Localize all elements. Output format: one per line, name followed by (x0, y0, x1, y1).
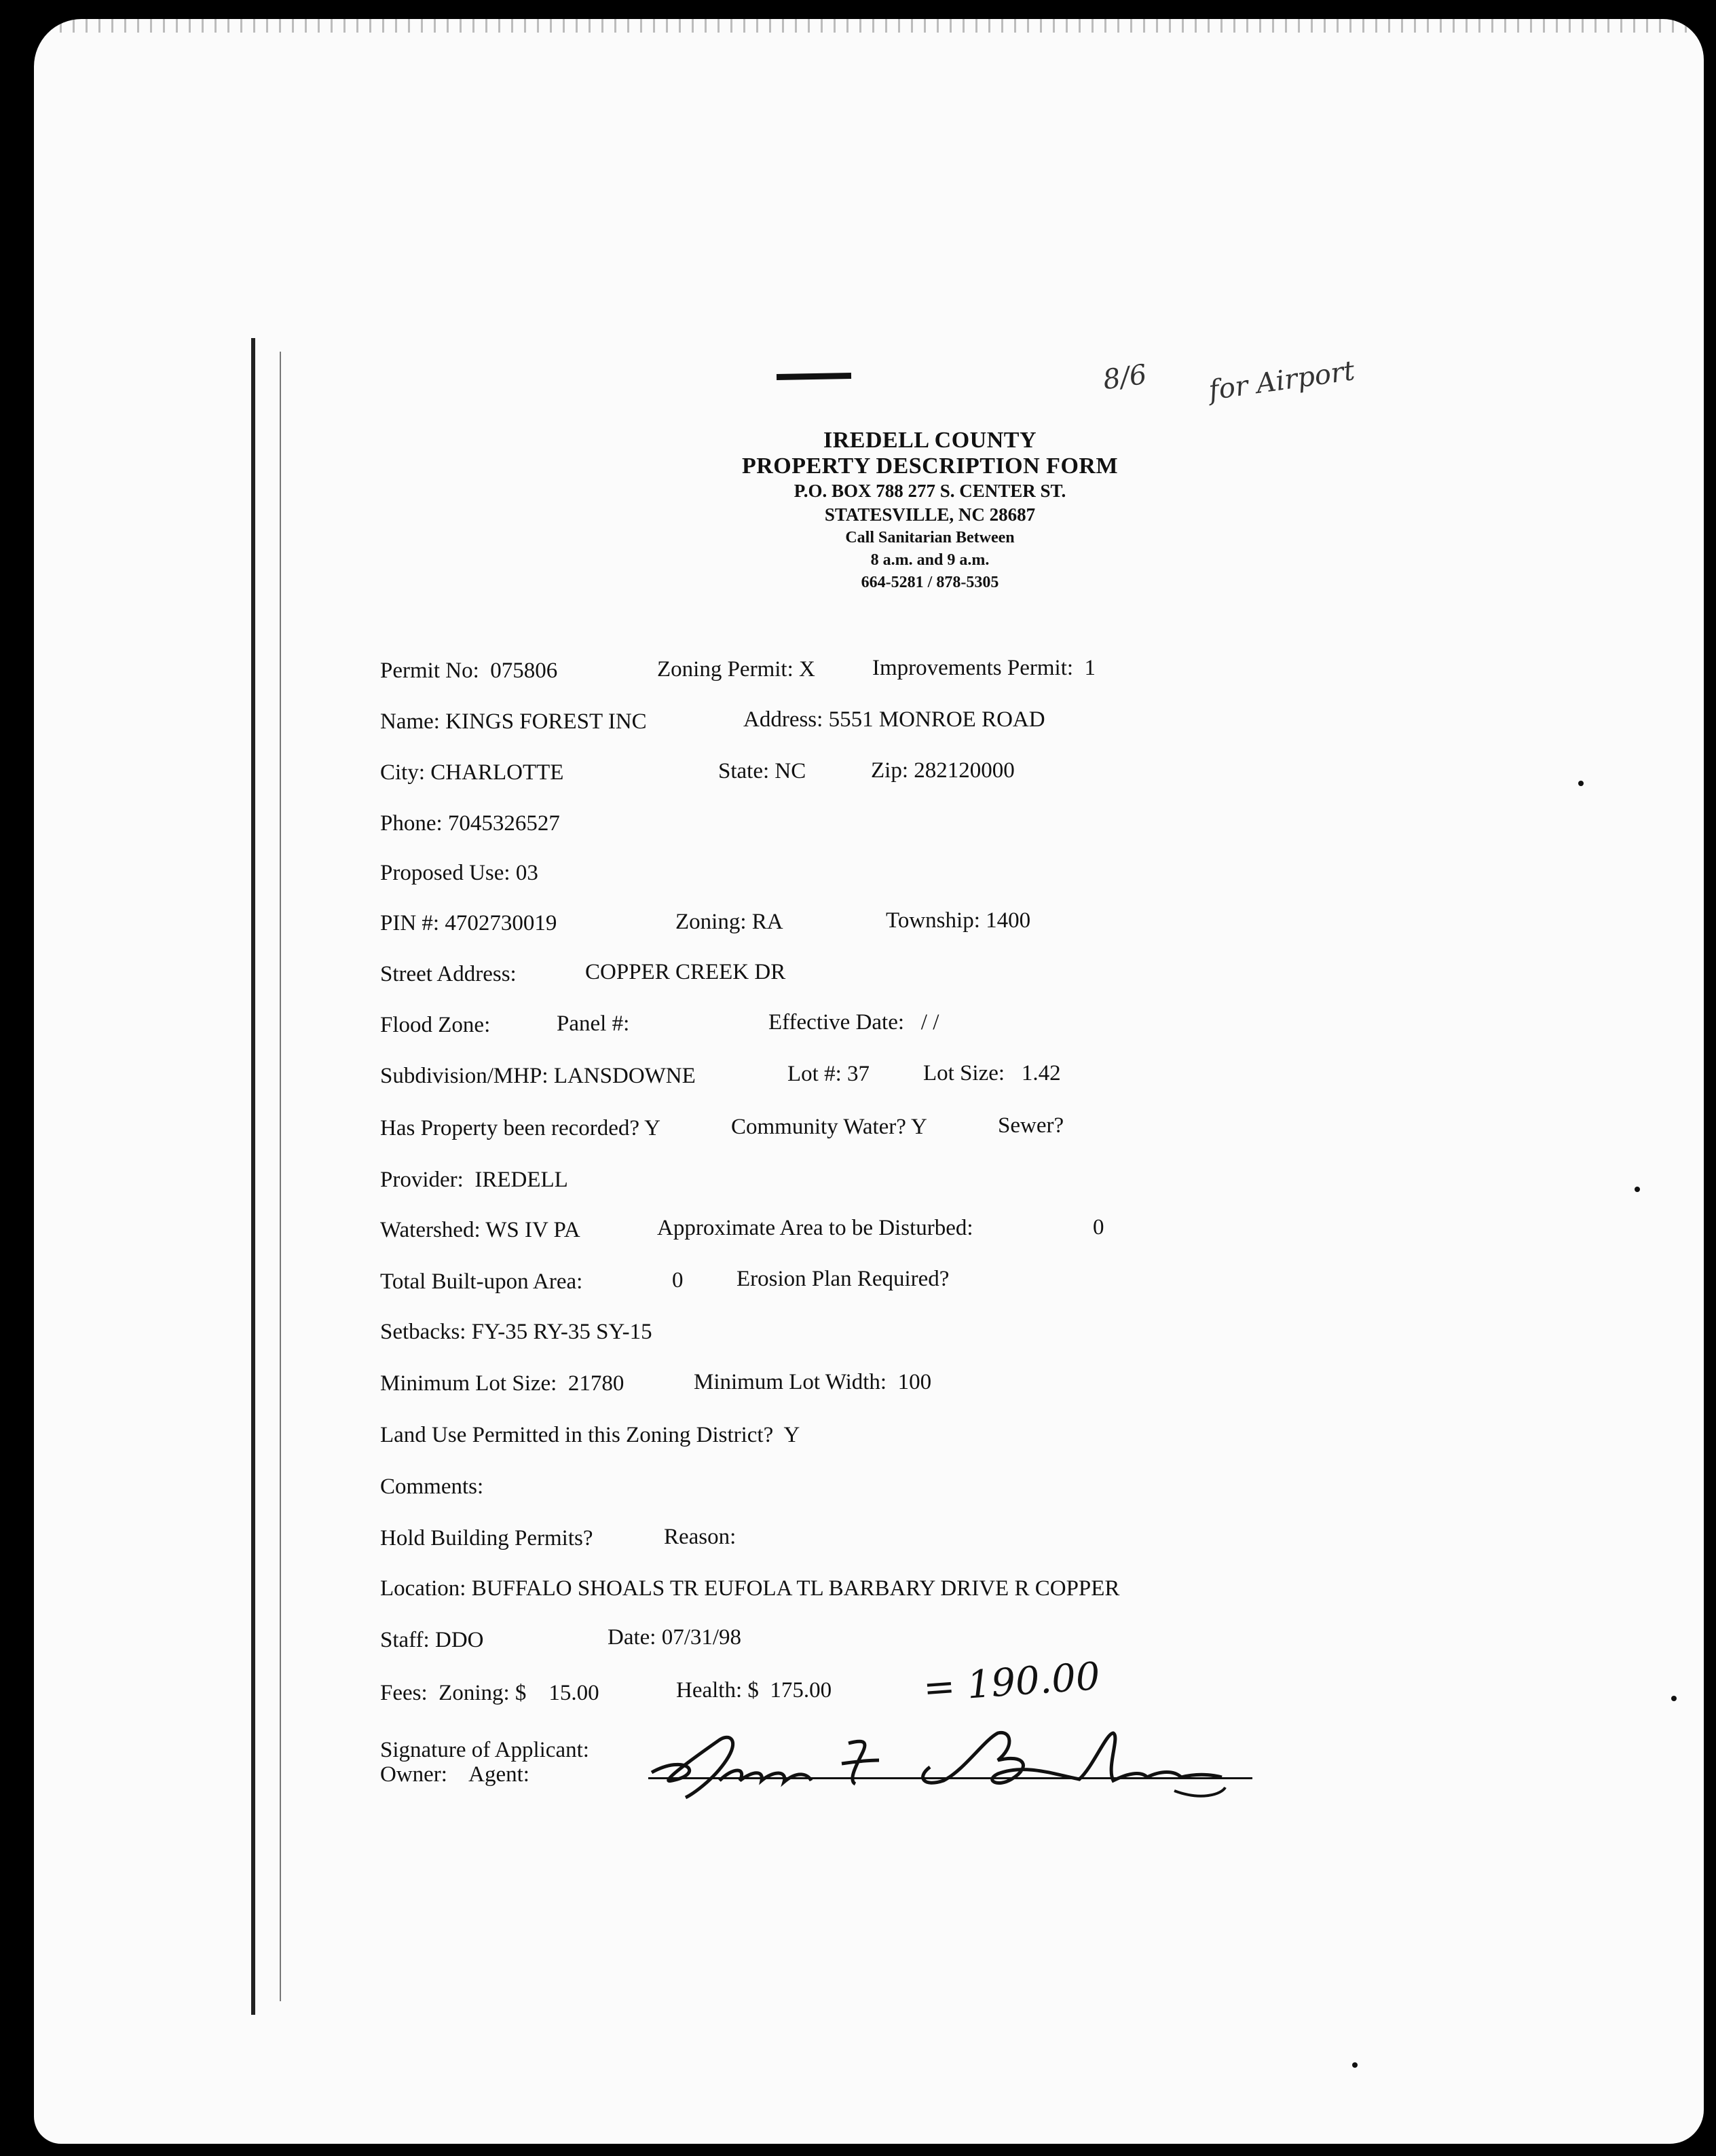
date-value: 07/31/98 (661, 1625, 742, 1650)
min-lot-size-value: 21780 (567, 1371, 624, 1396)
handwritten-signature (645, 1713, 1229, 1815)
scan-speck (1635, 1187, 1640, 1192)
state-field: State: NC (718, 759, 806, 783)
built-upon-value: 0 (672, 1268, 684, 1293)
fee-zoning-value: 15.00 (548, 1681, 599, 1705)
provider-field: Provider: IREDELL (380, 1168, 568, 1192)
scan-speck (1578, 781, 1584, 786)
handwritten-note-airport: for Airport (1206, 355, 1357, 407)
comments-label: Comments: (380, 1474, 484, 1499)
name-field: Name: KINGS FOREST INC (380, 709, 647, 734)
call-line: Call Sanitarian Between (845, 529, 1015, 546)
lot-field: Lot #: 37 (787, 1062, 870, 1086)
min-lot-width-value: 100 (897, 1370, 932, 1394)
name-value: KINGS FOREST INC (445, 709, 647, 734)
owner-agent-line (380, 1762, 529, 1787)
scan-speck (1352, 2062, 1358, 2068)
street-address-field: Street Address: (380, 962, 517, 986)
effective-date-value: / / (920, 1010, 939, 1035)
scan-edge-noise (34, 19, 1704, 33)
area-disturbed-value: 0 (1093, 1215, 1104, 1240)
city-field: City: CHARLOTTE (380, 760, 564, 785)
permit-no-value: 075806 (490, 658, 558, 683)
improvements-permit-value: 1 (1084, 656, 1096, 680)
setbacks-value: FY-35 RY-35 SY-15 (471, 1320, 652, 1344)
staff-field: Staff: DDO (380, 1628, 484, 1652)
recorded-field: Has Property been recorded? Y (380, 1116, 660, 1140)
watershed-value: WS IV PA (485, 1218, 580, 1242)
pin-field: PIN #: 4702730019 (380, 911, 557, 935)
location-value: BUFFALO SHOALS TR EUFOLA TL BARBARY DRIVE R COPPER (471, 1576, 1120, 1601)
header-dash (777, 373, 851, 380)
community-water-value: Y (910, 1115, 927, 1139)
left-margin-rule-faint (280, 352, 281, 2001)
phone-field: Phone: 7045326527 (380, 811, 560, 836)
zoning-permit-field: Zoning Permit: X (657, 657, 815, 682)
township-field: Township: 1400 (886, 908, 1031, 933)
owner-label: Owner: (380, 1762, 447, 1787)
proposed-use-value: 03 (515, 861, 538, 885)
signature-label: Signature of Applicant: (380, 1738, 589, 1762)
community-water-field: Community Water? Y (731, 1115, 927, 1139)
sewer-label: Sewer? (998, 1113, 1064, 1138)
lot-size-field: Lot Size: 1.42 (923, 1061, 1061, 1085)
hours-line: 8 a.m. and 9 a.m. (870, 551, 990, 569)
zoning-field: Zoning: RA (675, 910, 783, 934)
zip-field: Zip: 282120000 (871, 758, 1015, 783)
address-field: Address: 5551 MONROE ROAD (743, 707, 1045, 732)
effective-date-field: Effective Date: / / (768, 1010, 939, 1035)
min-lot-width-field: Minimum Lot Width: 100 (694, 1370, 932, 1394)
state-value: NC (775, 759, 806, 783)
area-disturbed-label: Approximate Area to be Disturbed: (657, 1216, 973, 1240)
watershed-field: Watershed: WS IV PA (380, 1218, 580, 1242)
street-address-value: COPPER CREEK DR (585, 960, 786, 984)
address-value: 5551 MONROE ROAD (828, 707, 1045, 732)
permit-no-field: Permit No: 075806 (380, 658, 558, 683)
po-box-line: P.O. BOX 788 277 S. CENTER ST. (794, 481, 1066, 501)
hold-permits-label: Hold Building Permits? (380, 1526, 593, 1550)
built-upon-label: Total Built-upon Area: (380, 1269, 583, 1294)
staff-value: DDO (434, 1628, 484, 1652)
location-field: Location: BUFFALO SHOALS TR EUFOLA TL BARBARY DRIVE R COPPER (380, 1576, 1120, 1601)
phone-value: 7045326527 (447, 811, 560, 836)
subdivision-field: Subdivision/MHP: LANSDOWNE (380, 1064, 696, 1088)
fee-health-field: Health: $ 175.00 (676, 1678, 832, 1703)
fee-zoning-label: Zoning: $ (439, 1681, 527, 1705)
lot-value: 37 (847, 1062, 870, 1086)
min-lot-size-field: Minimum Lot Size: 21780 (380, 1371, 624, 1396)
panel-label: Panel #: (557, 1011, 630, 1036)
city-line: STATESVILLE, NC 28687 (824, 504, 1036, 525)
fee-health-value: 175.00 (770, 1678, 832, 1703)
handwritten-note-date: 8/6 (1101, 358, 1149, 396)
subdivision-value: LANSDOWNE (553, 1064, 696, 1088)
pin-value: 4702730019 (445, 911, 557, 935)
flood-zone-label: Flood Zone: (380, 1013, 491, 1037)
date-field: Date: 07/31/98 (608, 1625, 742, 1650)
document-page (34, 19, 1704, 2144)
reason-label: Reason: (664, 1525, 736, 1549)
improvements-permit-field: Improvements Permit: 1 (872, 656, 1096, 680)
form-title: PROPERTY DESCRIPTION FORM (741, 453, 1119, 479)
lot-size-value: 1.42 (1021, 1061, 1061, 1085)
zip-value: 282120000 (914, 758, 1015, 783)
erosion-label: Erosion Plan Required? (736, 1267, 950, 1291)
proposed-use-field: Proposed Use: 03 (380, 861, 538, 885)
form-header (509, 428, 1351, 594)
zoning-value: RA (751, 910, 783, 934)
setbacks-field: Setbacks: FY-35 RY-35 SY-15 (380, 1320, 652, 1344)
fees-field: Fees: Zoning: $ 15.00 (380, 1681, 599, 1705)
land-use-value: Y (783, 1423, 800, 1447)
scan-speck (1671, 1696, 1677, 1701)
township-value: 1400 (986, 908, 1031, 933)
handwritten-fee-total: = 190.00 (922, 1654, 1102, 1711)
agent-label: Agent: (468, 1762, 529, 1787)
city-value: CHARLOTTE (430, 760, 564, 785)
left-margin-rule (251, 338, 255, 2015)
zoning-permit-value: X (799, 657, 815, 682)
recorded-value: Y (644, 1116, 660, 1140)
phone-line: 664-5281 / 878-5305 (861, 574, 999, 591)
land-use-field: Land Use Permitted in this Zoning District? Y (380, 1423, 800, 1447)
county-title: IREDELL COUNTY (823, 428, 1037, 453)
provider-value: IREDELL (474, 1168, 568, 1192)
